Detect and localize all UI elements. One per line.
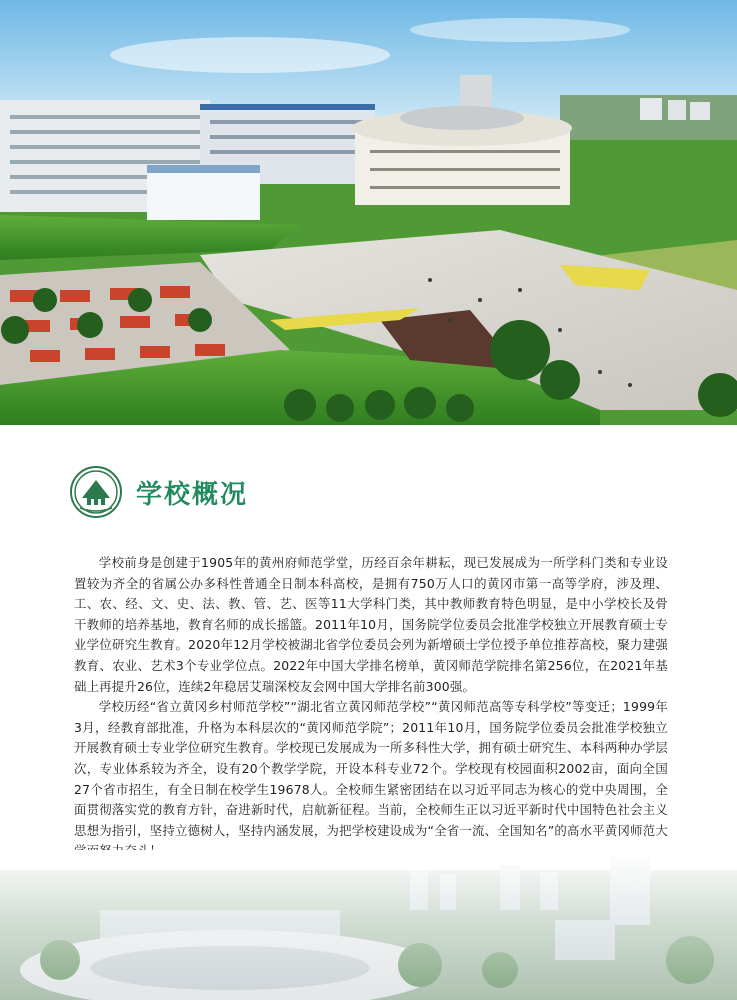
intro-content: [74, 553, 668, 862]
campus-aerial-photo: [0, 0, 737, 425]
school-emblem-icon: [70, 466, 122, 518]
intro-paragraph-2: 学校历经“省立黄冈乡村师范学校”“湖北省立黄冈师范学校”“黄冈师范高等专科学校”等变迁；1999年3月，经教育部批准，升格为本科层次的“黄冈师范学院”；2011年10月，国务院学位委员会批准学校独立开展教育硕士专业学位研究生教育。学校现已发展成为一所多科性大学，拥有硕士研究生、本科两种办学层次，专业体系较为齐全，设有20个教学学院，开设本科专业72个。学校现有校园面积2002亩，面向全国27个省市招生，有全日制在校学生19678人。全校师生紧密团结在以习近平同志为核心的党中央周围，全面贯彻落实党的教育方针，奋进新时代，启航新征程。当前，全校师生正以习近平新时代中国特色社会主义思想为指引，坚持立德树人，坚持内涵发展，为把学校建设成为“全省一流、全国知名”的高水平黄冈师范大: [74, 699, 668, 838]
campus-illustration: [0, 0, 737, 425]
section-title: 学校概况: [136, 479, 249, 510]
section-heading: [70, 462, 248, 522]
campus-skyline-photo: [0, 850, 737, 1000]
intro-paragraph-1: 学校前身是创建于1905年的黄州府师范学堂，历经百余年耕耘，现已发展成为一所学科门类和专业设置较为齐全的省属公办多科性普通全日制本科高校，是拥有750万人口的黄冈市第一高等学府，涉及理、工、农、经、文、史、法、教、管、艺、医等11大学科门类，其中教师教育特色明显，是中小学校长及骨干教师的培养基地，教育名师的成长摇篮。2011年10月，国务院学位委员会批准学校独立开展教育硕士专业学位研究生教育。2020年12月学校被湖北省学位委员会列为新增硕士学位授予单位推荐高校，聚力建强教育、农业、艺术3个专业学位点。2022年中国大学排名榜单，黄冈师范学院排名第256位，在2021年基础上再提升26位，连续2年稳居艾瑞深校友会网中国大学排名前300强。: [74, 555, 668, 694]
skyline-illustration: [0, 850, 737, 1000]
